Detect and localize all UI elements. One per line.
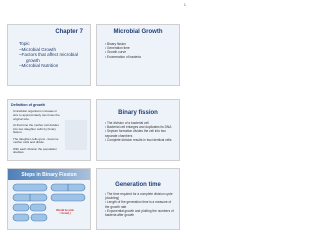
slide-title: Generation time [115,182,161,188]
bullet-item: • Enumeration of bacteria [105,55,174,59]
slide-generation-time [96,168,180,230]
slide-definition-of-growth [7,99,91,161]
binary-fission-illustration [11,180,89,228]
cell-shape [31,214,47,221]
paragraphs [13,110,62,158]
slide-microbial-growth [96,24,180,86]
bullet-item: • The time required for a complete division cycle (doubling) [105,192,174,200]
slide-title: Steps in Binary Fission [21,171,77,178]
slide-title: Chapter 7 [55,29,83,35]
cell-shape [13,184,47,191]
cell-shape [51,194,85,201]
page-number: 1 [183,2,186,7]
bullet-item: • Bacterial cell enlarges and duplicates its DNA [105,125,174,129]
paragraph: Unicellular organisms increase in size to approximately two times the original size. [13,109,60,121]
topic-item: –Microbial Nutrition [19,63,59,69]
bullet-item: • The division of a bacterial cell [105,121,174,125]
slide-title: Definition of growth [11,103,45,107]
bullet-item: • Binary fission [105,42,174,46]
topic-item: –Factors that affect microbial [19,52,78,58]
slide-chapter-7 [7,24,91,86]
bullet-item: • Length of the generation time is a measure of the growth rate [105,200,174,208]
bullet-item: • Exponential growth and plotting the numbers of bacteria after growth [105,209,174,217]
topic-item: –Microbial Growth [19,46,57,52]
paragraph: With each division the population doubles. [13,146,57,155]
bullet-list [105,192,174,217]
slide-title: Binary fission [118,110,158,116]
bullet-item: • Generation time [105,46,174,50]
paragraph: At that time the mother cell divides into two daughter cells by binary fission. [13,122,59,135]
slide-binary-fission [96,99,180,161]
cell-shape [13,204,29,211]
bullet-item: • Growth curve [105,50,174,54]
bullet-item: • Septum formation divides the cell into two separate chambers [105,129,174,137]
decorative-panel [65,120,87,150]
cell-shape [30,204,46,211]
topics-list [19,41,78,69]
gram-negative-label: Would be pink = Gram(-) [56,209,74,216]
topics-heading: Topic [19,41,30,46]
bullet-list [105,121,174,142]
bullet-item: • Complete division results in two identical cells [105,138,174,142]
paragraph: The daughter cells grow - become mother cells and divide. [13,136,59,145]
cell-shape [13,214,29,221]
title-bar [8,169,90,180]
slide-title: Microbial Growth [113,29,163,35]
topic-item-continued: growth [26,57,40,63]
bullet-list [105,42,174,59]
slide-steps-binary-fission [7,168,91,230]
